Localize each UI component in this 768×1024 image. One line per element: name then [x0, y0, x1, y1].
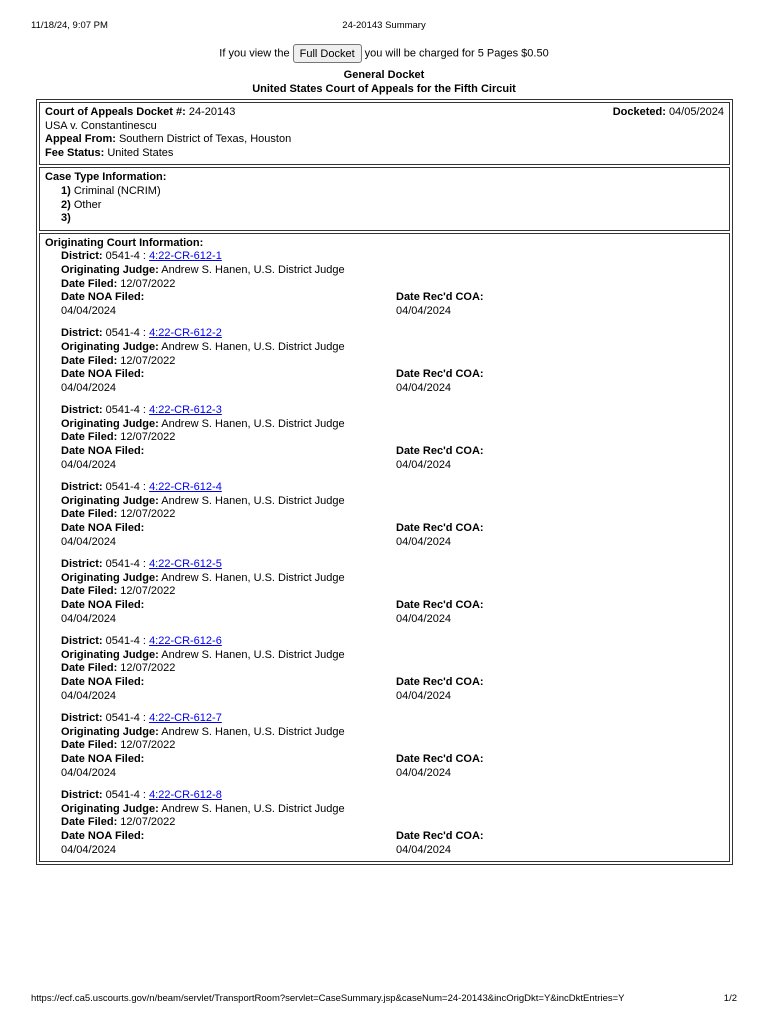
district-code: 0541-4 :	[105, 635, 146, 648]
noa-col	[61, 445, 144, 472]
date-recd: 04/04/2024	[396, 843, 452, 856]
charge-notice	[0, 44, 768, 63]
noa-col	[61, 830, 144, 857]
judge-label: Originating Judge:	[61, 494, 159, 507]
district-row	[61, 635, 724, 649]
date-filed: 12/07/2022	[120, 585, 176, 598]
recd-col	[396, 830, 484, 857]
case-type-text: Other	[73, 198, 102, 211]
date-filed-label: Date Filed:	[61, 431, 118, 444]
case-type-item	[45, 212, 724, 226]
case-type-item	[45, 199, 724, 213]
docketed-date: 04/05/2024	[668, 106, 724, 118]
district-row	[61, 404, 724, 418]
date-recd-label: Date Rec'd COA:	[396, 752, 484, 765]
date-recd-label: Date Rec'd COA:	[396, 829, 484, 842]
date-noa-label: Date NOA Filed:	[61, 752, 145, 765]
originating-entry	[45, 481, 724, 549]
district-label: District:	[61, 635, 103, 648]
date-noa-label: Date NOA Filed:	[61, 368, 145, 381]
case-info-box	[39, 102, 730, 165]
judge-name: Andrew S. Hanen, U.S. District Judge	[161, 417, 345, 430]
date-filed-label: Date Filed:	[61, 354, 118, 367]
docket-summary-table	[36, 99, 733, 865]
originating-court-box	[39, 233, 730, 862]
date-filed-row	[61, 739, 724, 753]
judge-label: Originating Judge:	[61, 417, 159, 430]
print-url: https://ecf.ca5.uscourts.gov/n/beam/servlet/TransportRoom?servlet=CaseSummary.jsp&caseNum=24-20143&incOrigDkt=Y&incDktEntries=Y	[31, 993, 625, 1004]
date-filed-label: Date Filed:	[61, 816, 118, 829]
date-filed-label: Date Filed:	[61, 662, 118, 675]
date-recd-label: Date Rec'd COA:	[396, 291, 484, 304]
originating-entries	[45, 250, 724, 857]
date-filed: 12/07/2022	[120, 354, 176, 367]
noa-recd-row	[61, 599, 724, 626]
date-recd-label: Date Rec'd COA:	[396, 522, 484, 535]
date-noa-label: Date NOA Filed:	[61, 829, 145, 842]
date-noa: 04/04/2024	[61, 381, 117, 394]
title-line-1: General Docket	[343, 69, 425, 81]
date-recd-label: Date Rec'd COA:	[396, 445, 484, 458]
originating-entry	[45, 404, 724, 472]
district-case-link[interactable]: 4:22-CR-612-4	[149, 481, 222, 494]
noa-recd-row	[61, 830, 724, 857]
judge-row	[61, 418, 724, 432]
district-label: District:	[61, 250, 103, 263]
charge-suffix: you will be charged for 5 Pages $0.50	[364, 47, 549, 60]
date-noa: 04/04/2024	[61, 689, 117, 702]
fee-status-label: Fee Status:	[45, 146, 105, 159]
district-code: 0541-4 :	[105, 558, 146, 571]
judge-row	[61, 726, 724, 740]
district-code: 0541-4 :	[105, 250, 146, 263]
judge-row	[61, 495, 724, 509]
originating-heading	[45, 237, 724, 251]
case-type-num: 2)	[61, 198, 71, 211]
docket-number: 24-20143	[188, 106, 236, 118]
district-case-link[interactable]: 4:22-CR-612-6	[149, 635, 222, 648]
appeal-from-row	[45, 133, 724, 147]
date-recd: 04/04/2024	[396, 766, 452, 779]
judge-row	[61, 341, 724, 355]
date-noa-label: Date NOA Filed:	[61, 445, 145, 458]
date-filed-row	[61, 585, 724, 599]
date-filed: 12/07/2022	[120, 739, 176, 752]
recd-col	[396, 368, 484, 395]
date-recd-label: Date Rec'd COA:	[396, 675, 484, 688]
district-case-link[interactable]: 4:22-CR-612-8	[149, 789, 222, 802]
noa-col	[61, 368, 144, 395]
judge-label: Originating Judge:	[61, 571, 159, 584]
print-footer	[31, 992, 737, 1006]
originating-entry	[45, 558, 724, 626]
appeal-from: Southern District of Texas, Houston	[118, 133, 292, 146]
date-filed-row	[61, 816, 724, 830]
full-docket-button[interactable]: Full Docket	[293, 44, 362, 63]
fee-status: United States	[107, 146, 174, 159]
judge-name: Andrew S. Hanen, U.S. District Judge	[161, 802, 345, 815]
date-noa-label: Date NOA Filed:	[61, 522, 145, 535]
case-type-text: Criminal (NCRIM)	[73, 184, 161, 197]
district-row	[61, 250, 724, 264]
district-row	[61, 712, 724, 726]
date-recd-label: Date Rec'd COA:	[396, 368, 484, 381]
district-label: District:	[61, 558, 103, 571]
judge-name: Andrew S. Hanen, U.S. District Judge	[161, 340, 345, 353]
noa-col	[61, 291, 144, 318]
recd-col	[396, 676, 484, 703]
case-type-item	[45, 185, 724, 199]
date-recd: 04/04/2024	[396, 304, 452, 317]
date-recd-label: Date Rec'd COA:	[396, 599, 484, 611]
case-caption: USA v. Constantinescu	[45, 119, 157, 132]
date-noa: 04/04/2024	[61, 304, 117, 317]
judge-label: Originating Judge:	[61, 263, 159, 276]
recd-col	[396, 291, 484, 318]
district-label: District:	[61, 327, 103, 340]
date-filed: 12/07/2022	[120, 662, 176, 675]
date-recd: 04/04/2024	[396, 458, 452, 471]
judge-label: Originating Judge:	[61, 802, 159, 815]
date-filed-row	[61, 662, 724, 676]
district-code: 0541-4 :	[105, 327, 146, 340]
judge-row	[61, 649, 724, 663]
noa-recd-row	[61, 368, 724, 395]
noa-recd-row	[61, 445, 724, 472]
date-noa: 04/04/2024	[61, 535, 117, 548]
district-code: 0541-4 :	[105, 404, 146, 417]
district-label: District:	[61, 789, 103, 802]
fee-status-row	[45, 147, 724, 161]
district-code: 0541-4 :	[105, 789, 146, 802]
district-row	[61, 481, 724, 495]
district-case-link[interactable]: 4:22-CR-612-2	[149, 327, 222, 340]
district-label: District:	[61, 481, 103, 494]
district-code: 0541-4 :	[105, 712, 146, 725]
district-case-link[interactable]: 4:22-CR-612-3	[149, 404, 222, 417]
noa-col	[61, 676, 144, 703]
recd-col	[396, 753, 484, 780]
recd-col	[396, 445, 484, 472]
case-type-heading-text: Case Type Information:	[45, 171, 167, 184]
date-filed: 12/07/2022	[120, 431, 176, 444]
judge-label: Originating Judge:	[61, 648, 159, 661]
judge-name: Andrew S. Hanen, U.S. District Judge	[161, 725, 345, 738]
judge-row	[61, 803, 724, 817]
originating-entry	[45, 712, 724, 780]
originating-entry	[45, 789, 724, 857]
case-type-num: 3)	[61, 212, 71, 225]
district-label: District:	[61, 712, 103, 725]
date-filed: 12/07/2022	[120, 508, 176, 521]
date-noa-label: Date NOA Filed:	[61, 291, 145, 304]
date-noa: 04/04/2024	[61, 843, 117, 856]
docket-number-label: Court of Appeals Docket #:	[45, 106, 186, 118]
noa-recd-row	[61, 676, 724, 703]
date-filed-label: Date Filed:	[61, 277, 118, 290]
date-filed-label: Date Filed:	[61, 585, 118, 598]
date-filed-row	[61, 278, 724, 292]
case-type-heading	[45, 171, 724, 185]
docketed-row	[613, 106, 724, 120]
date-recd: 04/04/2024	[396, 381, 452, 394]
originating-heading-text: Originating Court Information:	[45, 236, 204, 249]
originating-entry	[45, 250, 724, 318]
date-noa: 04/04/2024	[61, 766, 117, 779]
date-noa: 04/04/2024	[61, 612, 117, 625]
district-row	[61, 789, 724, 803]
district-case-link[interactable]: 4:22-CR-612-7	[149, 712, 222, 725]
date-recd: 04/04/2024	[396, 535, 452, 548]
noa-col	[61, 522, 144, 549]
date-filed-label: Date Filed:	[61, 508, 118, 521]
date-filed: 12/07/2022	[120, 277, 176, 290]
noa-recd-row	[61, 522, 724, 549]
judge-name: Andrew S. Hanen, U.S. District Judge	[161, 648, 345, 661]
appeal-from-label: Appeal From:	[45, 133, 116, 146]
judge-name: Andrew S. Hanen, U.S. District Judge	[161, 494, 345, 507]
noa-recd-row	[61, 291, 724, 318]
noa-col	[61, 599, 144, 626]
date-filed-label: Date Filed:	[61, 739, 118, 752]
judge-name: Andrew S. Hanen, U.S. District Judge	[161, 571, 345, 584]
date-filed: 12/07/2022	[120, 816, 176, 829]
date-recd: 04/04/2024	[396, 612, 452, 625]
docket-title	[0, 69, 768, 96]
charge-prefix: If you view the	[219, 47, 290, 60]
noa-recd-row	[61, 753, 724, 780]
judge-name: Andrew S. Hanen, U.S. District Judge	[161, 263, 345, 276]
date-filed-row	[61, 431, 724, 445]
district-case-link[interactable]: 4:22-CR-612-1	[149, 250, 222, 263]
date-filed-row	[61, 508, 724, 522]
judge-row	[61, 264, 724, 278]
print-header	[31, 19, 737, 33]
originating-entry	[45, 635, 724, 703]
print-datetime: 11/18/24, 9:07 PM	[31, 20, 108, 31]
judge-label: Originating Judge:	[61, 340, 159, 353]
case-type-box	[39, 167, 730, 230]
district-code: 0541-4 :	[105, 481, 146, 494]
recd-col	[396, 599, 484, 626]
recd-col	[396, 522, 484, 549]
print-title: 24-20143 Summary	[342, 20, 426, 31]
date-filed-row	[61, 355, 724, 369]
judge-row	[61, 572, 724, 586]
date-recd: 04/04/2024	[396, 689, 452, 702]
date-noa-label: Date NOA Filed:	[61, 675, 145, 688]
judge-label: Originating Judge:	[61, 725, 159, 738]
district-case-link[interactable]: 4:22-CR-612-5	[149, 558, 222, 571]
date-noa: 04/04/2024	[61, 458, 117, 471]
noa-col	[61, 753, 144, 780]
date-noa-label: Date NOA Filed:	[61, 599, 145, 611]
originating-entry	[45, 327, 724, 395]
title-line-2: United States Court of Appeals for the Fifth Circuit	[252, 82, 516, 95]
docketed-label: Docketed:	[612, 106, 666, 118]
district-label: District:	[61, 404, 103, 417]
case-type-num: 1)	[61, 184, 71, 197]
print-page-number: 1/2	[723, 993, 737, 1004]
district-row	[61, 558, 724, 572]
district-row	[61, 327, 724, 341]
